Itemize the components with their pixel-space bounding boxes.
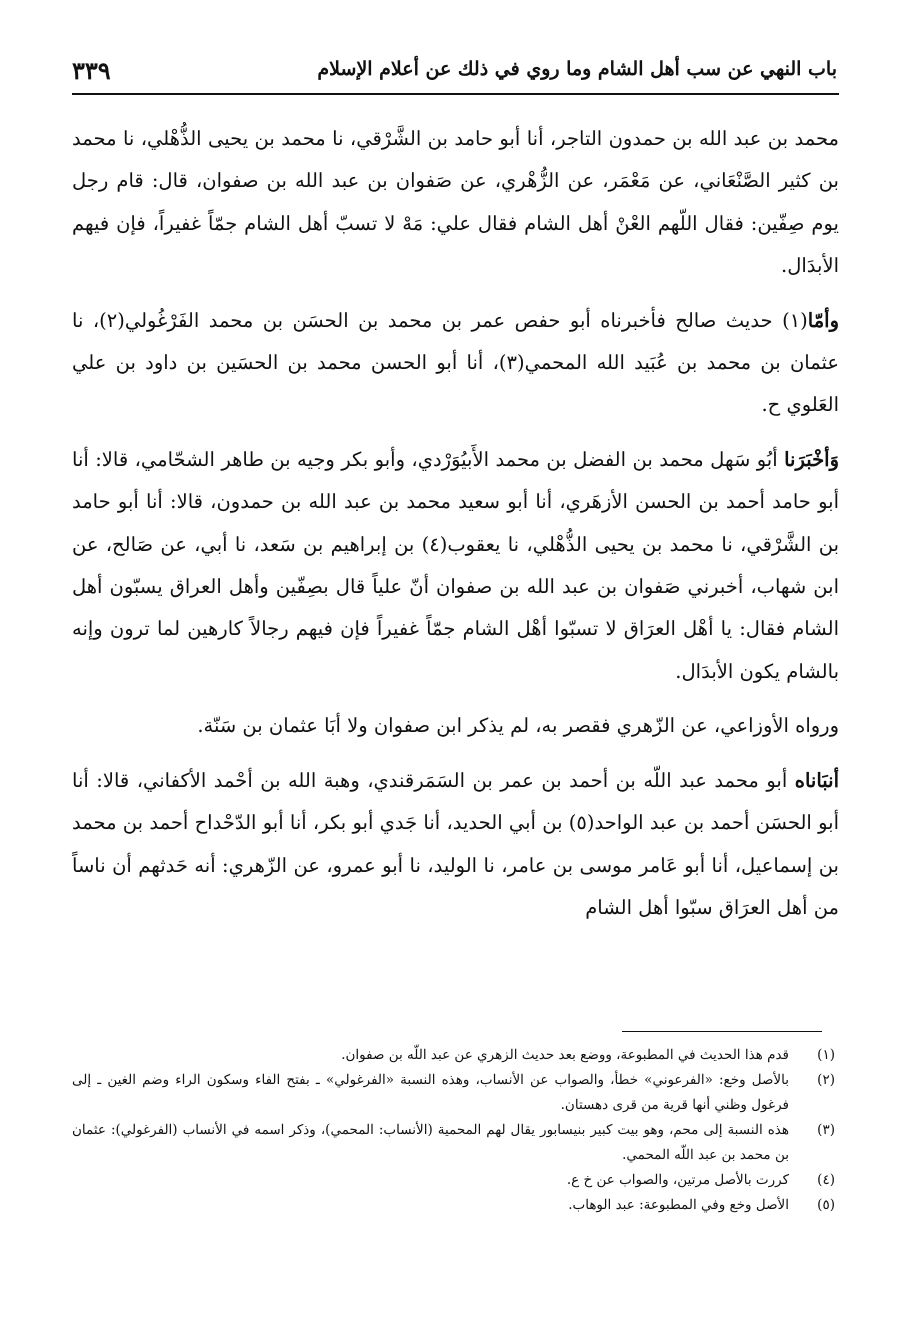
footnote-number: (١) <box>817 1047 835 1063</box>
paragraph <box>72 439 839 693</box>
footnote-number: (٣) <box>817 1122 835 1138</box>
paragraph <box>72 760 839 930</box>
paragraph <box>72 300 839 427</box>
page-number: ٣٣٩ <box>72 56 111 85</box>
paragraph-lead: وأمّا <box>807 308 840 332</box>
paragraph-text: ورواه الأوزاعي، عن الزّهري فقصر به، لم يذكر ابن صفوان ولا أبَا عثمان بن سَنّة. <box>197 714 839 738</box>
footnote <box>72 1168 835 1193</box>
footnote <box>72 1043 835 1068</box>
footnote-number: (٢) <box>817 1072 835 1088</box>
header-rule <box>72 93 839 95</box>
footnote-rule <box>622 1031 822 1032</box>
footnote-number: (٤) <box>817 1172 835 1188</box>
paragraph-text: (١) حديث صالح فأخبرناه أبو حفص عمر بن محمد بن الحسَن بن محمد الفَرْغُولي(٢)، نا عثمان بن محمد بن عُبَيد الله المحمي(٣)، أنا أبو الحسن محمد بن الحسَين بن داود بن علي العَلوي ح. <box>72 308 840 417</box>
footnotes <box>72 1043 835 1218</box>
main-text <box>72 118 839 941</box>
footnote <box>72 1118 835 1168</box>
footnote-text: هذه النسبة إلى محم، وهو بيت كبير بنيسابور يقال لهم المحمية (الأنساب: المحمي)، وذكر اسمه في الأنساب (الفرغولي): عثمان بن محمد بن عبد اللّه المحمي. <box>72 1122 789 1163</box>
footnote-text: قدم هذا الحديث في المطبوعة، ووضع بعد حديث الزهري عن عبد اللّه بن صفوان. <box>341 1047 789 1063</box>
footnote <box>72 1068 835 1118</box>
footnote-text: بالأصل وخع: «الفرعوني» خطأ، والصواب عن الأنساب، وهذه النسبة «الفرغولي» ـ بفتح الفاء وسكون الراء وضم الغين ـ إلى فرغول وظني أنها قرية من قرى دهستان. <box>72 1072 789 1113</box>
running-title: باب النهي عن سب أهل الشام وما روي في ذلك عن أعلام الإسلام <box>317 58 837 80</box>
paragraph <box>72 705 839 747</box>
paragraph <box>72 118 839 288</box>
paragraph-lead: وَأخْبَرَنا <box>784 447 839 471</box>
paragraph-lead: أنبَاناه <box>794 768 840 792</box>
footnote-number: (٥) <box>817 1197 835 1213</box>
footnote <box>72 1193 835 1218</box>
paragraph-text: أبُو سَهل محمد بن الفضل بن محمد الأَبيُوَرْدي، وأبو بكر وجيه بن طاهر الشحّامي، قالا: أنا أبو حامد أحمد بن الحسن الأزهَري، أنا أبو سعيد محمد بن عبد الله بن حمدون، قالا: أنا أبو حامد بن الشَّرْقي، نا محمد بن يحيى الذُّهْلي، نا يعقوب(٤) بن إبراهيم بن سَعد، نا أبي، عن صَالح، عن ابن شهاب، أخبرني صَفوان بن عبد الله بن صفوان أنّ علياً قال بصِفّين وأهل العراق يسبّون أهل الشام فقال: يا أهْل العرَاق لا تسبّوا أهْل الشام جمّاً غفيراً فإن فيهم رجالاً كارهين لما ترون وإنه بالشام يكون الأبدَال. <box>72 447 840 683</box>
paragraph-text: أبو محمد عبد اللّه بن أحمد بن عمر بن السَمَرقندي، وهبة الله بن أحْمد الأكفاني، قالا: أنا أبو الحسَن أحمد بن عبد الواحد(٥) بن أبي الحديد، أنا جَدي أبو بكر، أنا أبو الدّحْداح أحمد بن محمد بن إسماعيل، أنا أبو عَامر موسى بن عامر، نا الوليد، نا أبو عمرو، عن الزّهري: أنه حَدثهم أن ناساً من أهل العرَاق سبّوا أهل الشام <box>72 768 839 919</box>
footnote-text: الأصل وخع وفي المطبوعة: عبد الوهاب. <box>568 1197 789 1213</box>
page-header <box>72 58 837 88</box>
footnote-text: كررت بالأصل مرتين، والصواب عن خ ع. <box>566 1172 789 1188</box>
paragraph-text: محمد بن عبد الله بن حمدون التاجر، أنا أبو حامد بن الشَّرْقي، نا محمد بن يحيى الذُّهْلي، نا محمد بن كثير الصَّنْعَاني، عن مَعْمَر، عن الزُّهْري، عن صَفوان بن عبد الله بن صفوان، قال: قام رجل يوم صِفّين: فقال اللّهم العْنْ أهل الشام فقال علي: مَهْ لا تسبّ أهل الشام جمّاً غفيراً، فإن فيهم الأبدَال. <box>72 127 839 278</box>
